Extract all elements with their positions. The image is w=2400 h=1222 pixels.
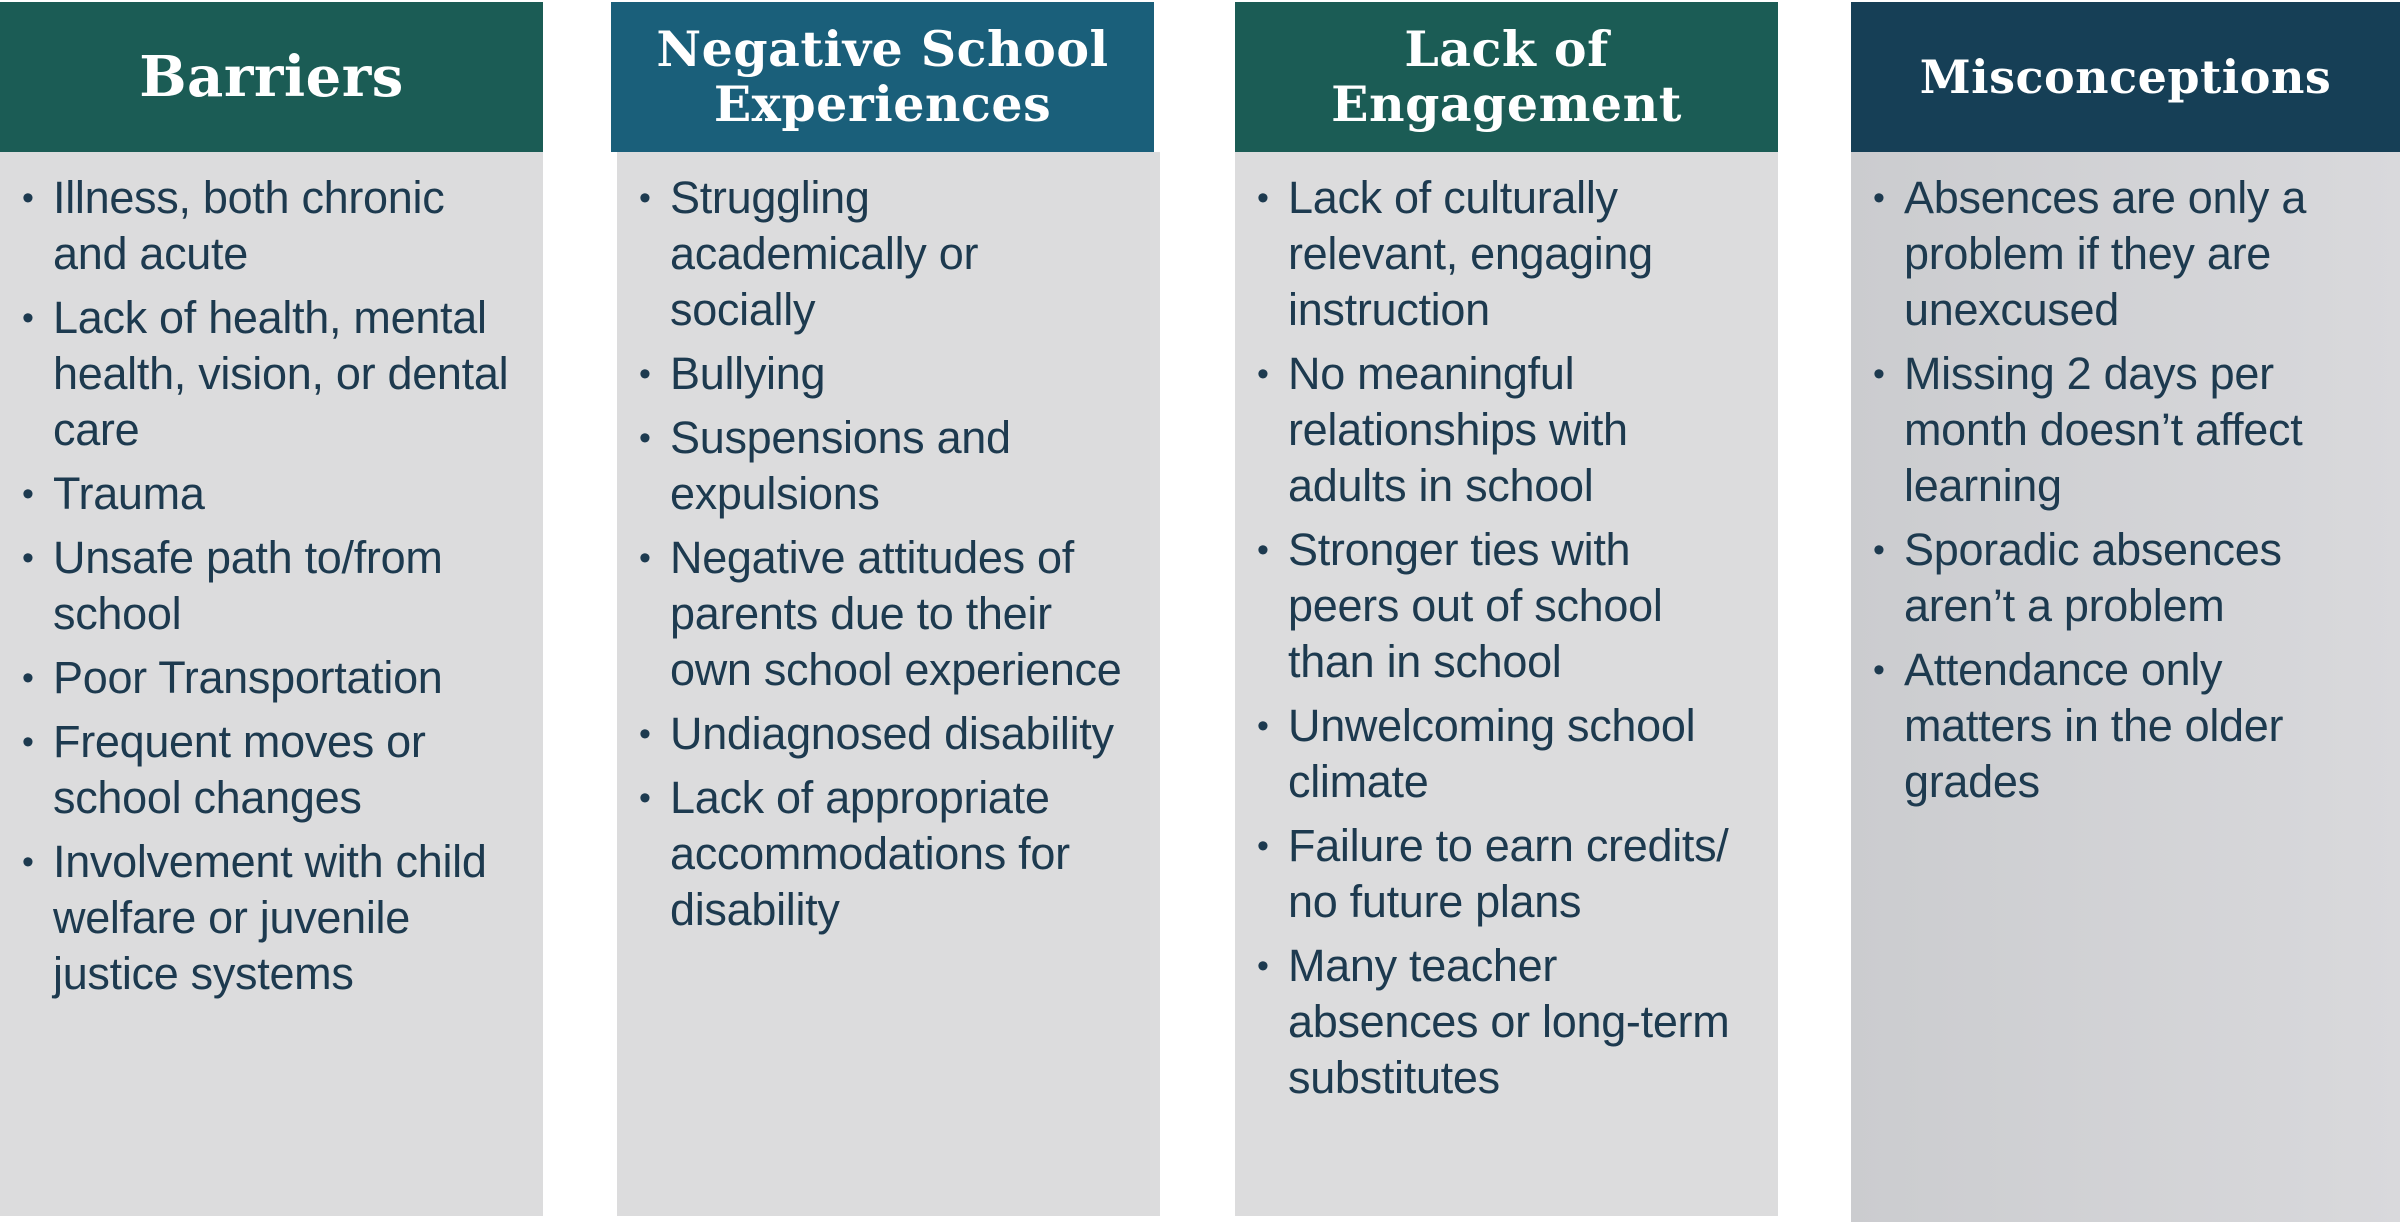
column-body-misconceptions	[1851, 152, 2400, 1222]
list-item: • Lack of health, mental health, vision, or dental care	[22, 290, 517, 458]
list-item: • Involvement with child welfare or juvenile justice systems	[22, 834, 517, 1002]
list-item: • Many teacher absences or long-term substitutes	[1257, 938, 1752, 1106]
list-item: • Negative attitudes of parents due to their own school experience	[639, 530, 1134, 698]
list-item: • Lack of culturally relevant, engaging instruction	[1257, 170, 1752, 338]
list-item: • Failure to earn credits/ no future plans	[1257, 818, 1752, 930]
list-item: • Stronger ties with peers out of school than in school	[1257, 522, 1752, 690]
bullet-list	[1873, 170, 2374, 810]
column-header-lack-of-engagement	[1235, 2, 1778, 152]
list-item: • Missing 2 days per month doesn’t affect learning	[1873, 346, 2374, 514]
list-item: • Absences are only a problem if they are unexcused	[1873, 170, 2374, 338]
header-line: Engagement	[1331, 75, 1682, 133]
header-line: Negative School	[656, 20, 1109, 78]
column-body-lack-of-engagement	[1235, 152, 1778, 1216]
bullet-list	[639, 170, 1134, 938]
column-header-negative-school-experiences	[611, 2, 1154, 152]
list-item: • Suspensions and expulsions	[639, 410, 1134, 522]
list-item: • Illness, both chronic and acute	[22, 170, 517, 282]
header-line: Misconceptions	[1919, 49, 2332, 104]
bullet-list	[1257, 170, 1752, 1106]
list-item: • Trauma	[22, 466, 517, 522]
column-header-barriers	[0, 2, 543, 152]
bullet-list	[22, 170, 517, 1002]
list-item: • Unwelcoming school climate	[1257, 698, 1752, 810]
list-item: • Sporadic absences aren’t a problem	[1873, 522, 2374, 634]
header-line: Experiences	[713, 75, 1052, 133]
column-body-barriers	[0, 152, 543, 1216]
list-item: • No meaningful relationships with adults in school	[1257, 346, 1752, 514]
list-item: • Bullying	[639, 346, 1134, 402]
header-line: Barriers	[139, 43, 404, 110]
column-header-misconceptions	[1851, 2, 2400, 152]
list-item: • Undiagnosed disability	[639, 706, 1134, 762]
list-item: • Attendance only matters in the older grades	[1873, 642, 2374, 810]
list-item: • Lack of appropriate accommodations for disability	[639, 770, 1134, 938]
column-body-negative-school-experiences	[617, 152, 1160, 1216]
list-item: • Frequent moves or school changes	[22, 714, 517, 826]
list-item: • Unsafe path to/from school	[22, 530, 517, 642]
list-item: • Poor Transportation	[22, 650, 517, 706]
list-item: • Struggling academically or socially	[639, 170, 1134, 338]
header-line: Lack of	[1404, 20, 1609, 78]
